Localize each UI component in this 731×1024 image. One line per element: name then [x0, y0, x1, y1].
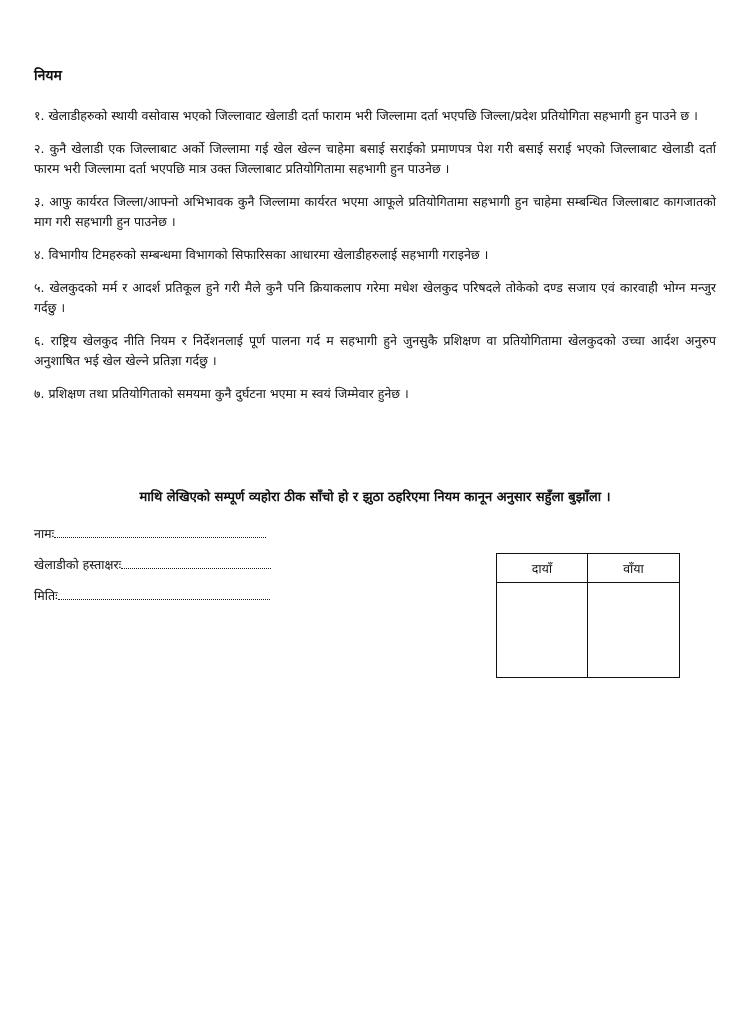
rule-item-6: ६. राष्ट्रिय खेलकुद नीति नियम र निर्देशनलाई पूर्ण पालना गर्द म सहभागी हुने जुनसुकै प्रशिक्षण वा प्रतियोगितामा खेलकुदको उच्चा आर्दश अनुरुप अनुशाषित भई खेल खेल्ने प्रतिज्ञा गर्दछु ।: [34, 333, 716, 368]
date-label: मितिः: [34, 588, 58, 603]
rule-item-3: ३. आफु कार्यरत जिल्ला/आफ्नो अभिभावक कुनै जिल्लामा कार्यरत भएमा आफूले प्रतियोगितामा सहभागी हुन चाहेमा सम्बन्धित जिल्लाबाट कागजातको माग गरी सहभागी हुन पाउनेछ ।: [34, 194, 716, 229]
name-label: नामः: [34, 526, 55, 541]
left-thumb-header: वाँया: [587, 554, 679, 583]
rule-item-2: २. कुनै खेलाडी एक जिल्लाबाट अर्को जिल्लामा गई खेल खेल्न चाहेमा बसाई सराईको प्रमाणपत्र पेश गरी बसाई सराई भएको जिल्लाबाट खेलाडी दर्ता फारम भरी जिल्लामा दर्ता भएपछि मात्र उक्त जिल्लाबाट प्रतियोगितामा सहभागी हुन पाउनेछ ।: [34, 141, 716, 176]
declaration-statement: माथि लेखिएको सम्पूर्ण व्यहोरा ठीक साँचो हो र झुठा ठहरिएमा नियम कानून अनुसार सहुँला बुझाँला ।: [139, 490, 611, 505]
thumbprint-header-row: [497, 554, 680, 583]
right-thumb-header: दायाँ: [497, 554, 588, 583]
left-thumbprint-box: [587, 583, 679, 678]
rule-item-5: ५. खेलकुदको मर्म र आदर्श प्रतिकूल हुने गरी मैले कुनै पनि क्रियाकलाप गरेमा मधेश खेलकुद परिषदले तोकेको दण्ड सजाय एवं कारवाही भोग्न मन्जुर गर्दछु ।: [34, 280, 716, 315]
thumbprint-table: [496, 553, 680, 678]
date-field: [34, 584, 334, 615]
rules-heading: नियम: [34, 68, 62, 84]
rule-item-1: १. खेलाडीहरुको स्थायी वसोवास भएको जिल्लावाट खेलाडी दर्ता फाराम भरी जिल्लामा दर्ता भएपछि जिल्ला/प्रदेश प्रतियोगिता सहभागी हुन पाउने छ ।: [34, 108, 698, 123]
rule-item-7: ७. प्रशिक्षण तथा प्रतियोगिताको समयमा कुनै दुर्घटना भएमा म स्वयं जिम्मेवार हुनेछ ।: [34, 386, 409, 401]
name-field: [34, 522, 334, 553]
signature-fields: [34, 522, 334, 615]
signature-input-line[interactable]: [121, 554, 271, 569]
right-thumbprint-box: [497, 583, 588, 678]
rule-item-4: ४. विभागीय टिमहरुको सम्बन्धमा विभागको सिफारिसका आधारमा खेलाडीहरुलाई सहभागी गराइनेछ ।: [34, 247, 489, 262]
signature-field: [34, 553, 334, 584]
signature-label: खेलाडीको हस्ताक्षरः: [34, 557, 122, 572]
rules-list: [34, 106, 716, 417]
date-input-line[interactable]: [58, 585, 270, 600]
thumbprint-box-row: [497, 583, 680, 678]
name-input-line[interactable]: [54, 523, 266, 538]
